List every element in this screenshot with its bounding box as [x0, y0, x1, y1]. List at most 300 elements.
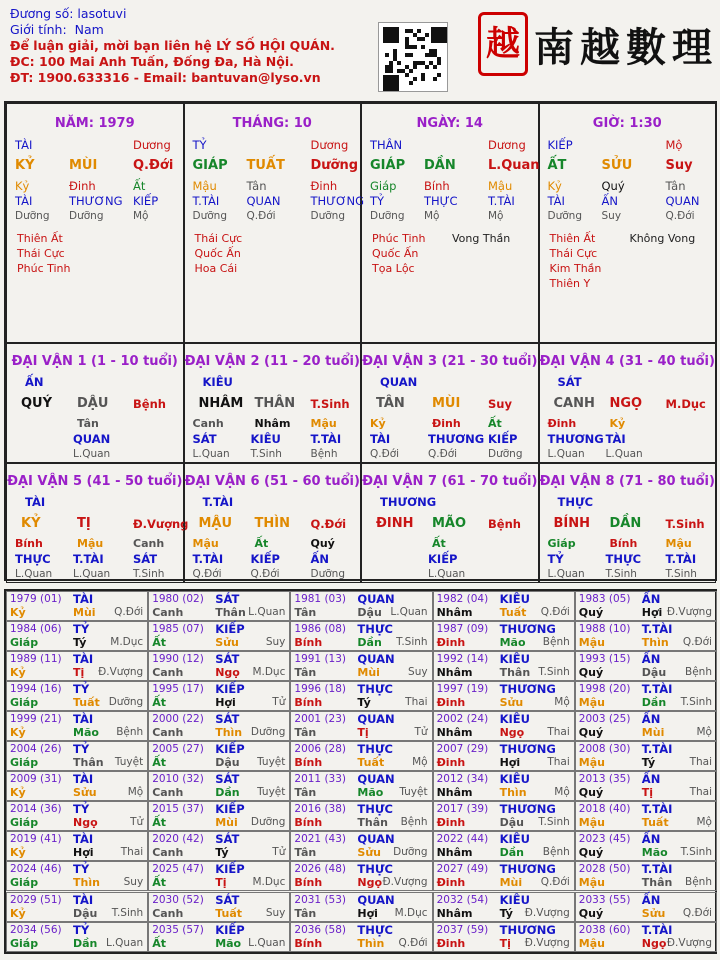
year-branch: Thân — [641, 876, 673, 890]
year-cell[interactable] — [433, 922, 575, 952]
year-stem: Nhâm — [436, 786, 473, 800]
dai-van-life-state: L.Quan — [428, 568, 466, 580]
year-cell[interactable] — [148, 651, 290, 681]
year-state: Đ.Vượng — [382, 876, 428, 889]
year-state: T.Sinh — [396, 636, 428, 649]
year-cell[interactable] — [6, 922, 148, 952]
year-label: 2028 (50) — [578, 863, 631, 876]
year-ten-god: THỰC — [357, 622, 393, 637]
year-stem: Mậu — [578, 636, 605, 650]
year-stem: Giáp — [10, 756, 39, 770]
year-branch: Thân — [215, 606, 246, 619]
year-cell[interactable] — [6, 831, 148, 861]
pillar-state: Dưỡng — [69, 210, 104, 222]
pillar-stem-branch: ẤT — [547, 158, 567, 173]
year-state: Thai — [547, 756, 570, 769]
year-cell[interactable] — [290, 651, 432, 681]
year-cell[interactable] — [575, 621, 717, 651]
dai-van-stem: QUÝ — [21, 396, 53, 411]
dai-van-life-state: Bệnh — [310, 448, 338, 460]
dai-van-state: Đ.Vượng — [133, 517, 189, 531]
year-stem: Đinh — [436, 696, 466, 710]
pillar-god: QUAN — [246, 194, 281, 208]
pillar-line1: Dương — [133, 138, 171, 152]
year-state: T.Sinh — [111, 906, 144, 919]
dai-van-ten-god: THƯƠNG — [428, 432, 485, 446]
year-state: Dưỡng — [250, 816, 286, 829]
year-ten-god: T.TÀI — [641, 682, 673, 697]
pillar-state: Dưỡng — [15, 210, 50, 222]
year-cell[interactable] — [290, 681, 432, 711]
year-ten-god: ẤN — [641, 652, 661, 667]
year-cell[interactable] — [148, 591, 290, 621]
pillar-god: THỰC — [424, 194, 458, 208]
year-cell[interactable] — [433, 892, 575, 922]
year-cell[interactable] — [290, 801, 432, 831]
year-state: Q.Đới — [682, 906, 712, 919]
year-stem: Canh — [152, 606, 184, 619]
year-ten-god: TỶ — [73, 622, 90, 637]
pillar-god: KIẾP — [133, 194, 159, 208]
pillar-3[interactable] — [361, 103, 539, 343]
year-state: Bệnh — [116, 726, 144, 739]
dai-van-ten-god: T.TÀI — [73, 552, 104, 566]
year-cell[interactable] — [148, 741, 290, 771]
year-ten-god: THỰC — [357, 802, 393, 817]
year-label: 2036 (58) — [294, 923, 347, 936]
dai-van-ten-god: KIẾP — [488, 432, 518, 446]
qr-module — [409, 69, 413, 73]
year-ten-god: KIÊU — [499, 892, 530, 907]
dai-van-branch: MÃO — [432, 516, 467, 531]
pillar-god: THƯƠNG — [310, 194, 365, 208]
year-cell[interactable] — [6, 892, 148, 922]
pillar-hidden-stem: Quý — [601, 179, 625, 193]
pillar-hidden-stem: Ất — [133, 179, 146, 193]
year-cell[interactable] — [575, 711, 717, 741]
year-cell[interactable] — [575, 591, 717, 621]
year-branch: Tuất — [215, 906, 242, 920]
pillar-line1: Dương — [310, 138, 349, 152]
year-label: 2037 (59) — [436, 923, 489, 936]
year-branch: Dậu — [357, 606, 382, 619]
year-state: T.Sinh — [538, 816, 570, 829]
year-cell[interactable] — [290, 831, 432, 861]
dai-van-ten-god: T.TÀI — [310, 432, 342, 446]
dai-van-5[interactable] — [6, 463, 189, 583]
year-ten-god: KIÊU — [499, 712, 530, 727]
year-cell[interactable] — [148, 831, 290, 861]
year-cell[interactable] — [433, 801, 575, 831]
qr-module — [421, 37, 425, 41]
year-state: Bệnh — [542, 846, 570, 859]
year-cell[interactable] — [6, 621, 148, 651]
year-stem: Canh — [152, 846, 184, 860]
year-state: Mộ — [696, 726, 712, 739]
pillar-state: Mộ — [424, 210, 440, 222]
pillar-state: Q.Đới — [246, 210, 276, 222]
dai-van-life-state: T.Sinh — [665, 568, 697, 580]
dai-van-state: T.Sinh — [310, 397, 350, 411]
dai-van-8[interactable] — [539, 463, 717, 583]
year-stem: Tân — [294, 726, 317, 740]
dai-van-hidden: Quý — [310, 537, 335, 550]
year-label: 1984 (06) — [10, 623, 62, 636]
year-ten-god: KIÊU — [499, 832, 530, 847]
year-stem: Tân — [294, 786, 317, 800]
dai-van-life-state: Q.Đới — [428, 448, 458, 460]
dai-van-god: ẤN — [25, 375, 44, 389]
qr-module — [421, 45, 425, 49]
pillar-hidden-stem: Giáp — [370, 179, 397, 193]
year-stem: Ất — [152, 876, 166, 890]
year-cell[interactable] — [433, 741, 575, 771]
year-ten-god: T.TÀI — [641, 922, 673, 937]
year-ten-god: KIẾP — [215, 862, 245, 877]
year-branch: Thìn — [215, 726, 243, 740]
qr-module — [433, 77, 437, 81]
year-cell[interactable] — [290, 892, 432, 922]
year-branch: Dậu — [499, 816, 524, 830]
year-label: 1985 (07) — [152, 623, 204, 636]
pillar-god: T.TÀI — [488, 194, 515, 208]
year-cell[interactable] — [575, 681, 717, 711]
pillar-god: QUAN — [665, 194, 700, 208]
year-ten-god: SÁT — [215, 772, 240, 787]
dai-van-stem: NHÂM — [198, 396, 244, 411]
year-branch: Ngọ — [357, 876, 383, 890]
year-cell[interactable] — [6, 801, 148, 831]
pillar-god: ẤN — [601, 194, 618, 208]
year-stem: Quý — [578, 786, 604, 800]
year-state: Bệnh — [542, 636, 570, 649]
year-label: 2011 (33) — [294, 773, 347, 786]
year-ten-god: KIẾP — [215, 682, 245, 697]
year-state: Dưỡng — [250, 726, 286, 739]
year-stem: Bính — [294, 816, 323, 830]
dai-van-god: T.TÀI — [202, 495, 234, 509]
dai-van-life-state: L.Quan — [547, 568, 585, 580]
dai-van-branch: MÙI — [432, 396, 461, 411]
year-state: Thai — [547, 726, 570, 739]
year-cell[interactable] — [6, 771, 148, 801]
dai-van-god: THỰC — [557, 495, 594, 509]
pillar-line1: Dương — [488, 138, 526, 152]
year-label: 2022 (44) — [436, 833, 489, 846]
pillar-hidden-stem: Kỷ — [15, 179, 30, 193]
year-branch: Tuất — [499, 606, 527, 619]
dai-van-life-state: L.Quan — [605, 448, 643, 460]
year-branch: Mão — [641, 846, 668, 860]
qr-module — [417, 29, 421, 33]
year-ten-god: ẤN — [641, 712, 661, 727]
pillar-god: TÀI — [15, 194, 33, 208]
year-stem: Giáp — [10, 876, 39, 890]
pillar-star: Thái Cực — [17, 247, 65, 260]
dai-van-life-state: T.Sinh — [250, 448, 282, 460]
pillar-stem-branch: GIÁP — [192, 158, 228, 173]
year-state: Mộ — [554, 786, 570, 799]
year-stem: Kỷ — [10, 906, 26, 920]
dai-van-6[interactable] — [184, 463, 362, 583]
year-state: Thai — [120, 846, 144, 859]
year-cell[interactable] — [148, 621, 290, 651]
year-state: Suy — [265, 906, 286, 919]
year-cell[interactable] — [6, 591, 148, 621]
year-branch: Mùi — [357, 666, 380, 680]
dai-van-life-state: L.Quan — [15, 568, 53, 580]
dai-van-hidden: Kỷ — [370, 417, 386, 430]
dai-van-hidden: Ất — [488, 417, 502, 430]
year-branch: Thìn — [499, 786, 527, 800]
year-cell[interactable] — [433, 861, 575, 891]
year-cell[interactable] — [290, 922, 432, 952]
dai-van-life-state: L.Quan — [547, 448, 585, 460]
year-label: 1982 (04) — [436, 593, 489, 605]
pillar-4[interactable] — [539, 103, 717, 343]
dai-van-life-state: Dưỡng — [310, 568, 345, 580]
year-branch: Dần — [641, 696, 667, 710]
year-ten-god: TỶ — [73, 682, 90, 697]
year-stem: Tân — [294, 846, 317, 860]
year-branch: Tý — [641, 756, 656, 770]
year-ten-god: TỶ — [73, 922, 90, 937]
year-cell[interactable] — [433, 621, 575, 651]
pillar-1[interactable] — [6, 103, 184, 343]
year-stem: Tân — [294, 666, 317, 680]
qr-module — [433, 65, 437, 69]
year-stem: Giáp — [10, 636, 39, 650]
year-stem: Nhâm — [436, 606, 473, 619]
year-state: Đ.Vượng — [666, 936, 712, 949]
year-cell[interactable] — [433, 711, 575, 741]
year-label: 2031 (53) — [294, 893, 347, 906]
qr-finder-core — [387, 31, 395, 39]
qr-code-icon[interactable] — [378, 22, 448, 92]
year-state: Tử — [272, 696, 286, 709]
year-cell[interactable] — [575, 651, 717, 681]
year-cell[interactable] — [290, 861, 432, 891]
year-branch: Thân — [357, 816, 388, 830]
year-stem: Nhâm — [436, 846, 473, 860]
dai-van-branch: THÌN — [254, 516, 290, 531]
year-cell[interactable] — [575, 801, 717, 831]
year-branch: Ngọ — [215, 666, 240, 680]
year-label: 2033 (55) — [578, 893, 631, 906]
dai-van-ten-god: TÀI — [370, 432, 391, 446]
year-cell[interactable] — [148, 711, 290, 741]
year-cell[interactable] — [433, 831, 575, 861]
year-cell[interactable] — [148, 681, 290, 711]
pillar-hidden-stem: Kỷ — [547, 179, 562, 193]
year-ten-god: T.TÀI — [641, 862, 673, 877]
year-state: T.Sinh — [680, 696, 712, 709]
dai-van-state: Bệnh — [488, 517, 521, 531]
year-cell[interactable] — [433, 591, 575, 621]
year-state: L.Quan — [248, 936, 286, 949]
dai-van-1[interactable] — [6, 343, 184, 463]
year-branch: Hợi — [73, 846, 94, 860]
year-label: 2014 (36) — [10, 803, 62, 816]
dai-van-stem: TÂN — [376, 396, 405, 411]
qr-module — [425, 33, 429, 37]
dai-van-hidden: Canh — [192, 417, 224, 430]
year-cell[interactable] — [290, 711, 432, 741]
year-label: 2001 (23) — [294, 713, 347, 726]
year-state: Thai — [689, 786, 712, 799]
year-cell[interactable] — [290, 741, 432, 771]
qr-module — [409, 53, 413, 57]
year-state: Suy — [265, 636, 286, 649]
year-branch: Mùi — [641, 726, 665, 740]
year-stem: Canh — [152, 906, 184, 920]
pillar-star: Thiên Y — [549, 277, 591, 290]
dai-van-ten-god: THỰC — [605, 552, 642, 566]
header — [10, 6, 335, 86]
dai-van-stem: KỶ — [21, 516, 41, 531]
year-ten-god: TÀI — [73, 712, 94, 727]
year-branch: Mão — [73, 726, 99, 740]
year-label: 1986 (08) — [294, 623, 347, 636]
year-stem: Mậu — [578, 816, 605, 830]
year-cell[interactable] — [433, 651, 575, 681]
year-branch: Sửu — [73, 786, 97, 800]
year-state: Tuyệt — [257, 756, 286, 769]
dai-van-stem: BÍNH — [553, 516, 591, 531]
year-cell[interactable] — [148, 801, 290, 831]
year-branch: Tị — [499, 936, 511, 950]
dai-van-hidden: Đinh — [432, 417, 461, 430]
year-cell[interactable] — [148, 771, 290, 801]
year-label: 2008 (30) — [578, 743, 631, 756]
year-cell[interactable] — [148, 861, 290, 891]
year-cell[interactable] — [575, 922, 717, 952]
year-label: 1993 (15) — [578, 653, 631, 666]
year-label: 2013 (35) — [578, 773, 631, 786]
year-ten-god: SÁT — [215, 892, 240, 907]
year-cell[interactable] — [6, 681, 148, 711]
dai-van-hidden: Ất — [432, 537, 446, 550]
year-cell[interactable] — [6, 651, 148, 681]
year-cell[interactable] — [575, 771, 717, 801]
dai-van-hidden: Bính — [609, 537, 638, 550]
dai-van-title: ĐẠI VẬN 4 (31 - 40 tuổi) — [539, 354, 715, 369]
dai-van-state: Suy — [488, 397, 512, 411]
year-branch: Ngọ — [499, 726, 525, 740]
dai-van-branch: DẬU — [77, 396, 109, 411]
year-ten-god: TÀI — [73, 892, 94, 907]
year-branch: Dần — [73, 936, 98, 950]
year-label: 2030 (52) — [152, 893, 204, 906]
year-label: 2026 (48) — [294, 863, 347, 876]
dai-van-4[interactable] — [539, 343, 717, 463]
seal-icon: 越 — [478, 12, 528, 76]
year-stem: Bính — [294, 636, 323, 650]
qr-module — [389, 69, 393, 73]
year-stem: Đinh — [436, 936, 466, 950]
dai-van-7[interactable] — [361, 463, 539, 583]
year-cell[interactable] — [433, 771, 575, 801]
pillar-line1: Mộ — [665, 138, 683, 152]
pillar-star: Quốc Ấn — [194, 247, 241, 260]
year-stem: Quý — [578, 846, 604, 860]
year-cell[interactable] — [433, 681, 575, 711]
year-cell[interactable] — [6, 711, 148, 741]
year-branch: Thìn — [357, 936, 385, 950]
year-cell[interactable] — [575, 861, 717, 891]
pillar-star-extra: Không Vong — [629, 232, 696, 245]
dai-van-title: ĐẠI VẬN 3 (21 - 30 tuổi) — [362, 354, 538, 369]
dai-van-god: KIÊU — [202, 375, 233, 389]
year-cell[interactable] — [575, 892, 717, 922]
year-label: 2002 (24) — [436, 713, 489, 726]
pillar-state: Dưỡng — [547, 210, 582, 222]
year-cell[interactable] — [6, 861, 148, 891]
year-state: Đ.Vượng — [98, 666, 144, 679]
year-ten-god: T.TÀI — [641, 802, 673, 817]
year-cell[interactable] — [575, 831, 717, 861]
dai-van-2[interactable] — [184, 343, 362, 463]
year-label: 2029 (51) — [10, 893, 62, 906]
year-stem: Ất — [152, 756, 166, 770]
year-ten-god: TÀI — [73, 832, 94, 847]
year-label: 2023 (45) — [578, 833, 631, 846]
year-stem: Giáp — [10, 816, 39, 830]
qr-finder-core — [387, 79, 395, 87]
pillar-star: Kim Thần — [549, 262, 602, 275]
year-state: Tử — [130, 816, 144, 829]
pillar-2[interactable] — [184, 103, 365, 343]
year-cell[interactable] — [575, 741, 717, 771]
dai-van-hidden: Bính — [15, 537, 43, 550]
year-branch: Thìn — [641, 636, 669, 650]
year-cell[interactable] — [290, 621, 432, 651]
year-label: 2004 (26) — [10, 743, 62, 756]
pillar-hidden-stem: Mậu — [192, 179, 217, 193]
dai-van-life-state: Q.Đới — [192, 568, 222, 580]
year-cell[interactable] — [148, 922, 290, 952]
year-ten-god: KIẾP — [215, 622, 245, 637]
qr-module — [437, 61, 441, 65]
dai-van-hidden: Canh — [133, 537, 165, 550]
year-branch: Tý — [357, 696, 371, 710]
year-cell[interactable] — [6, 741, 148, 771]
year-ten-god: KIÊU — [499, 652, 530, 667]
year-stem: Ất — [152, 816, 166, 830]
year-ten-god: T.TÀI — [641, 622, 673, 637]
year-label: 1981 (03) — [294, 593, 347, 605]
year-state: Q.Đới — [398, 936, 428, 949]
dai-van-hidden: Mậu — [665, 537, 692, 550]
year-state: Thai — [405, 696, 428, 709]
year-label: 2000 (22) — [152, 713, 204, 726]
year-cell[interactable] — [290, 591, 432, 621]
year-state: Mộ — [127, 786, 144, 799]
year-stem: Kỷ — [10, 606, 26, 619]
year-branch: Hợi — [499, 756, 521, 770]
year-state: Tuyệt — [114, 756, 144, 769]
qr-module — [413, 77, 417, 81]
dai-van-3[interactable] — [361, 343, 539, 463]
year-branch: Dậu — [215, 756, 240, 770]
dai-van-life-state: T.Sinh — [605, 568, 637, 580]
year-branch: Hợi — [357, 906, 378, 920]
dai-van-title: ĐẠI VẬN 6 (51 - 60 tuổi) — [184, 474, 360, 489]
dai-van-ten-god: KIẾP — [250, 552, 280, 566]
year-cell[interactable] — [148, 892, 290, 922]
year-cell[interactable] — [290, 771, 432, 801]
dai-van-life-state: L.Quan — [73, 568, 111, 580]
